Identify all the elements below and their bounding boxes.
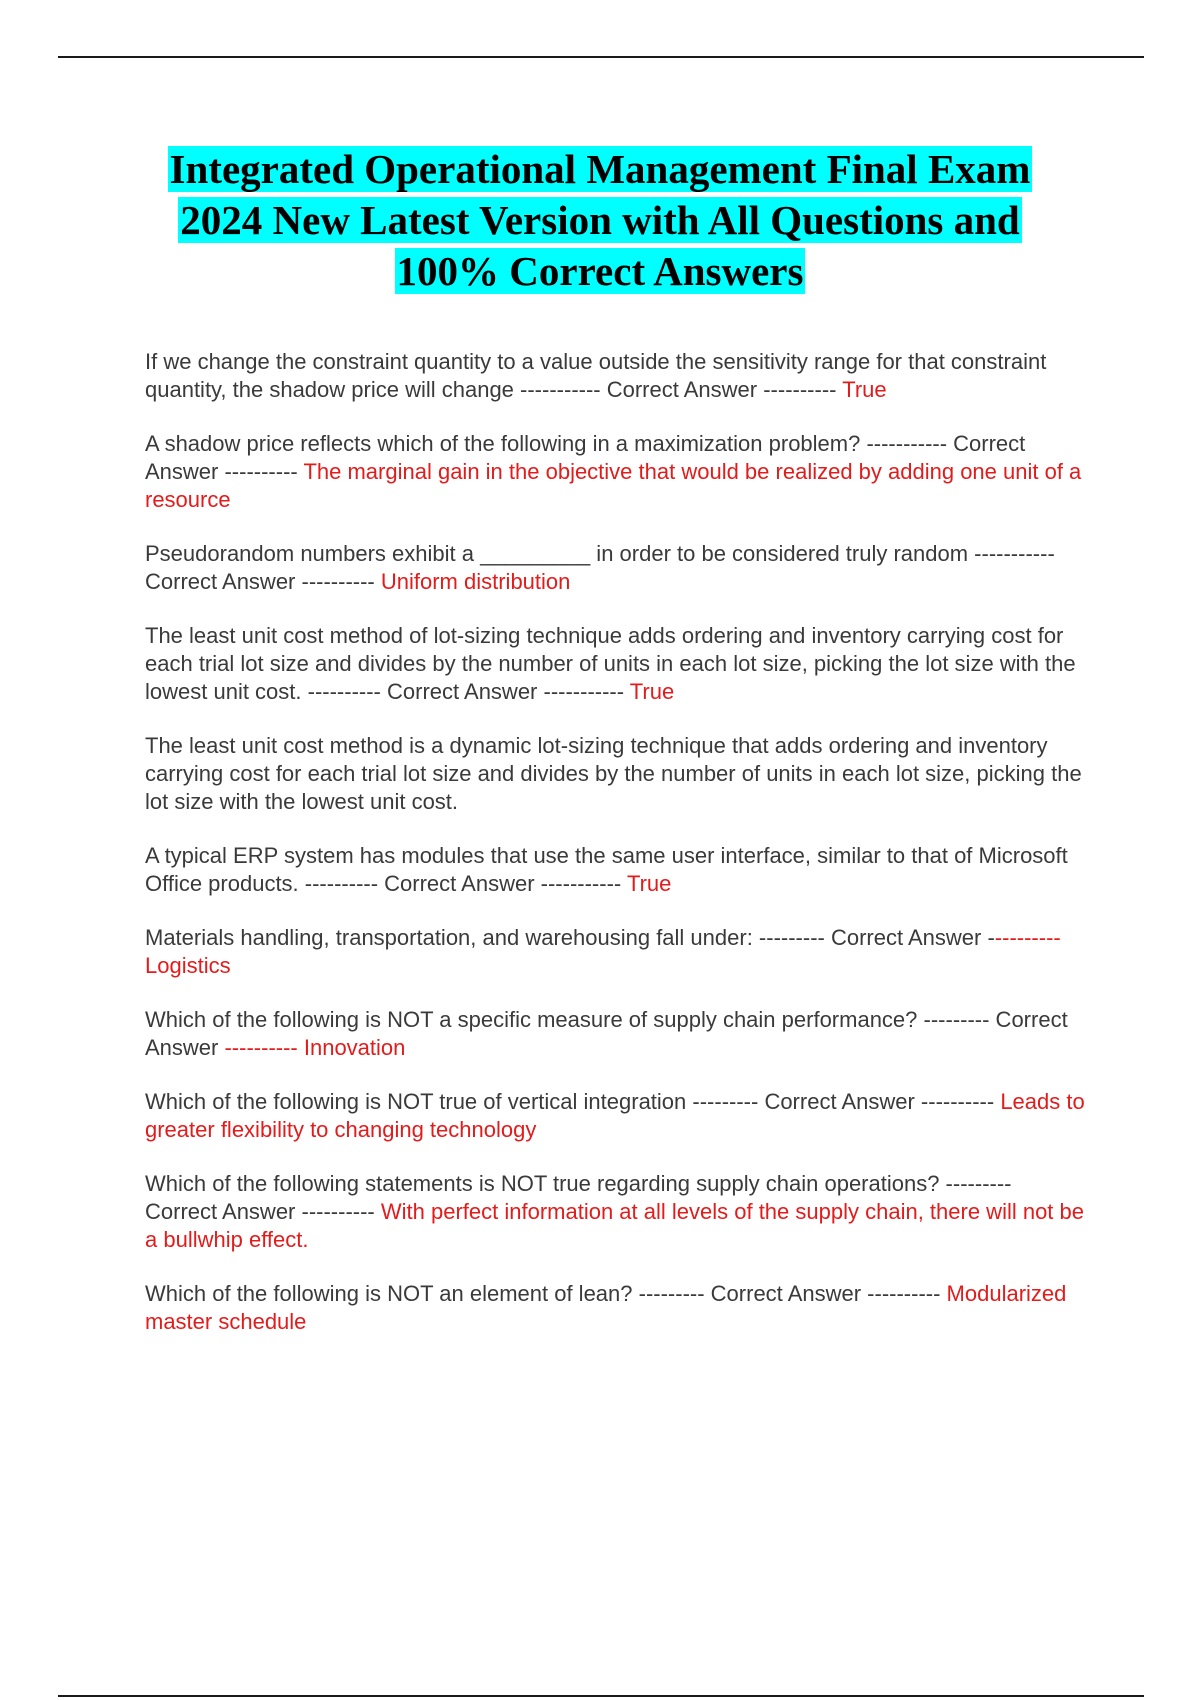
title-line-3: 100% Correct Answers: [396, 248, 804, 294]
answer-text: Modularized master schedule: [145, 1281, 1067, 1334]
qa-item: [145, 732, 1087, 816]
question-text: Which of the following statements is NOT true regarding supply chain operations? --------- Correct Answer ----------: [145, 1171, 1012, 1224]
answer-text: With perfect information at all levels of the supply chain, there will not be a bullwhip effect.: [145, 1199, 1085, 1252]
question-text: A typical ERP system has modules that use the same user interface, similar to that of Microsoft Office products. ---------- Correct Answer -----------: [145, 843, 1068, 896]
qa-item: [145, 842, 1087, 898]
qa-item: [145, 1088, 1087, 1144]
qa-item: [145, 622, 1087, 706]
question-text: Materials handling, transportation, and warehousing fall under: --------- Correct Answer -: [145, 925, 995, 950]
top-rule: [58, 56, 1144, 58]
question-text: Pseudorandom numbers exhibit a _________ in order to be considered truly random ----------- Correct Answer ----------: [145, 541, 1055, 594]
question-text: A shadow price reflects which of the following in a maximization problem? ----------- Correct Answer ----------: [145, 431, 1026, 484]
question-text: If we change the constraint quantity to a value outside the sensitivity range for that constraint quantity, the shadow price will change ----------- Correct Answer ----------: [145, 349, 1047, 402]
qa-item: [145, 430, 1087, 514]
answer-text: True: [629, 679, 675, 704]
qa-item: [145, 540, 1087, 596]
answer-text: --------- Logistics: [145, 925, 1061, 978]
answer-text: True: [626, 871, 672, 896]
question-text: The least unit cost method is a dynamic lot-sizing technique that adds ordering and inventory carrying cost for each trial lot size and divides by the number of units in each lot size, picking the lot size with the lowest unit cost.: [145, 733, 1082, 814]
answer-text: Uniform distribution: [380, 569, 571, 594]
bottom-rule: [58, 1695, 1144, 1697]
question-answer-list: [145, 348, 1087, 1362]
answer-text: Leads to greater flexibility to changing technology: [145, 1089, 1085, 1142]
document-title: [100, 144, 1100, 297]
title-line-2: 2024 New Latest Version with All Questions and: [180, 197, 1020, 243]
qa-item: [145, 1280, 1087, 1336]
question-text: Which of the following is NOT an element of lean? --------- Correct Answer ----------: [145, 1281, 947, 1306]
question-text: The least unit cost method of lot-sizing technique adds ordering and inventory carrying cost for each trial lot size and divides by the number of units in each lot size, picking the lot size with the lowest unit cost. ---------- Correct Answer -----------: [145, 623, 1076, 704]
question-text: Which of the following is NOT a specific measure of supply chain performance? --------- Correct Answer: [145, 1007, 1068, 1060]
qa-item: [145, 348, 1087, 404]
answer-text: The marginal gain in the objective that would be realized by adding one unit of a resource: [145, 459, 1082, 512]
answer-text: True: [842, 377, 887, 402]
qa-item: [145, 1170, 1087, 1254]
qa-item: [145, 924, 1087, 980]
answer-text: ---------- Innovation: [224, 1035, 406, 1060]
title-line-1: Integrated Operational Management Final Exam: [169, 146, 1031, 192]
qa-item: [145, 1006, 1087, 1062]
question-text: Which of the following is NOT true of vertical integration --------- Correct Answer ----------: [145, 1089, 1001, 1114]
